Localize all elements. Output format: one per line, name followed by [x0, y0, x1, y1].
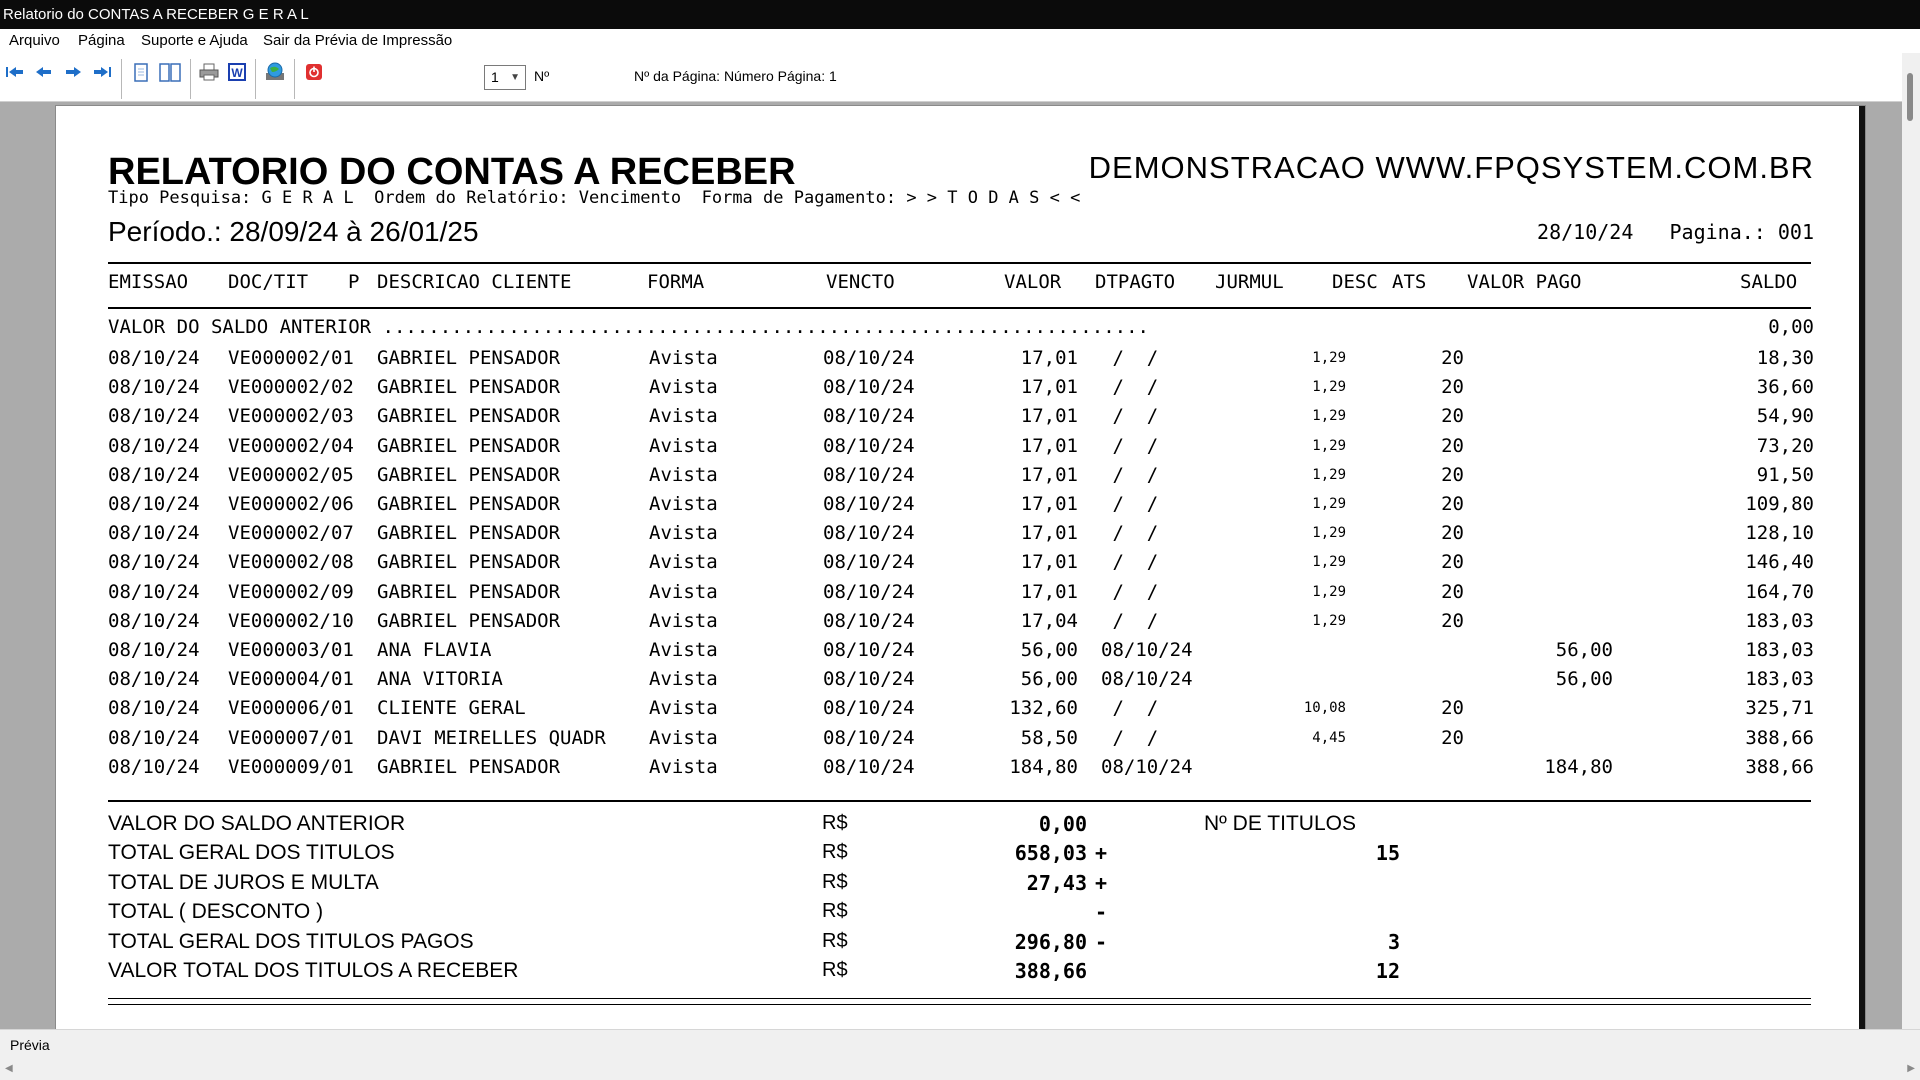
- cell-vencto: 08/10/24: [823, 755, 915, 778]
- print-icon[interactable]: [198, 61, 220, 83]
- cell-emissao: 08/10/24: [108, 580, 200, 603]
- cell-valor: 17,01: [1020, 376, 1078, 399]
- cell-valor: 132,60: [1009, 697, 1078, 720]
- totals-sign: +: [1095, 870, 1108, 895]
- vertical-scrollbar[interactable]: [1902, 53, 1920, 1029]
- cell-ats: 20: [1441, 463, 1464, 486]
- cell-vencto: 08/10/24: [823, 580, 915, 603]
- cell-cliente: GABRIEL PENSADOR: [377, 347, 561, 369]
- table-row: [56, 668, 1859, 697]
- cell-doc: VE000002/01: [228, 347, 354, 369]
- totals-value: 658,03: [1014, 841, 1087, 866]
- cell-cliente: GABRIEL PENSADOR: [377, 580, 561, 603]
- cell-forma: Avista: [649, 551, 718, 574]
- cell-valor: 17,01: [1020, 434, 1078, 457]
- page-number-suffix: Nº: [534, 68, 550, 84]
- company-name: DEMONSTRACAO WWW.FPQSYSTEM.COM.BR: [1088, 150, 1814, 185]
- cell-jurmul: 1,29: [1312, 408, 1346, 425]
- cell-vencto: 08/10/24: [823, 434, 915, 457]
- close-preview-icon[interactable]: [303, 61, 325, 83]
- menu-bar: [0, 29, 1920, 53]
- cell-cliente: GABRIEL PENSADOR: [377, 405, 561, 428]
- totals-row: [56, 930, 1859, 959]
- totals-count-header: Nº DE TITULOS: [1204, 812, 1356, 835]
- totals-divider: [108, 800, 1811, 802]
- table-row: [56, 493, 1859, 522]
- cell-doc: VE000002/07: [228, 522, 354, 545]
- cell-ats: 20: [1441, 405, 1464, 428]
- table-row: [56, 435, 1859, 464]
- cell-forma: Avista: [649, 668, 718, 691]
- totals-row: [56, 841, 1859, 870]
- cell-cliente: GABRIEL PENSADOR: [377, 434, 561, 457]
- cell-saldo: 128,10: [1745, 522, 1814, 545]
- cell-forma: Avista: [649, 609, 718, 632]
- cell-emissao: 08/10/24: [108, 609, 200, 632]
- page-number-select[interactable]: [484, 65, 526, 90]
- totals-row: [56, 812, 1859, 841]
- footer-divider-1: [108, 998, 1811, 999]
- cell-vencto: 08/10/24: [823, 551, 915, 574]
- cell-cliente: GABRIEL PENSADOR: [377, 609, 561, 632]
- cell-dtpagto: / /: [1101, 609, 1159, 632]
- totals-sign: -: [1095, 900, 1108, 925]
- report-date-page: 28/10/24 Pagina.: 001: [1537, 220, 1814, 244]
- toolbar-separator: [190, 59, 191, 99]
- horizontal-scrollbar[interactable]: [0, 1059, 1920, 1080]
- totals-sign: +: [1095, 841, 1108, 866]
- cell-emissao: 08/10/24: [108, 347, 200, 369]
- totals-label: TOTAL DE JUROS E MULTA: [108, 870, 379, 894]
- table-row: [56, 405, 1859, 434]
- cell-doc: VE000002/10: [228, 609, 354, 632]
- cell-valor: 17,01: [1020, 493, 1078, 515]
- cell-valor: 56,00: [1020, 639, 1078, 661]
- columns-divider: [108, 307, 1811, 309]
- cell-emissao: 08/10/24: [108, 405, 200, 428]
- cell-dtpagto: / /: [1101, 726, 1159, 749]
- col-emissao: EMISSAO: [108, 271, 189, 293]
- cell-ats: 20: [1441, 434, 1464, 457]
- cell-cliente: GABRIEL PENSADOR: [377, 755, 561, 778]
- header-divider: [108, 262, 1811, 264]
- cell-doc: VE000002/02: [228, 376, 354, 399]
- totals-value: 296,80: [1014, 929, 1087, 954]
- toolbar-separator: [255, 59, 256, 99]
- cell-forma: Avista: [649, 434, 718, 457]
- cell-dtpagto: 08/10/24: [1101, 668, 1193, 691]
- svg-text:W: W: [231, 66, 243, 80]
- cell-jurmul: 1,29: [1312, 466, 1346, 483]
- totals-count: 3: [1387, 929, 1400, 954]
- cell-vencto: 08/10/24: [823, 697, 915, 720]
- table-row: [56, 756, 1859, 785]
- chevron-down-icon: ▼: [510, 72, 520, 83]
- cell-ats: 20: [1441, 726, 1464, 749]
- cell-dtpagto: / /: [1101, 376, 1159, 399]
- cell-cliente: GABRIEL PENSADOR: [377, 522, 561, 545]
- cell-dtpagto: 08/10/24: [1101, 639, 1193, 661]
- totals-sign: -: [1095, 929, 1108, 954]
- cell-doc: VE000002/06: [228, 493, 354, 515]
- totals-label: TOTAL GERAL DOS TITULOS: [108, 841, 395, 865]
- cell-cliente: ANA VITORIA: [377, 668, 503, 691]
- table-row: [56, 639, 1859, 668]
- cell-emissao: 08/10/24: [108, 522, 200, 545]
- scroll-left-icon[interactable]: ◀: [5, 1063, 13, 1074]
- cell-doc: VE000003/01: [228, 639, 354, 661]
- cell-dtpagto: / /: [1101, 347, 1159, 369]
- cell-forma: Avista: [649, 347, 718, 369]
- cell-ats: 20: [1441, 551, 1464, 574]
- cell-emissao: 08/10/24: [108, 668, 200, 691]
- table-row: [56, 610, 1859, 639]
- cell-valor-pago: 184,80: [1544, 755, 1613, 778]
- cell-forma: Avista: [649, 726, 718, 749]
- totals-currency: R$: [822, 929, 848, 952]
- cell-saldo: 164,70: [1745, 580, 1814, 603]
- table-row: [56, 551, 1859, 580]
- cell-saldo: 388,66: [1745, 755, 1814, 778]
- cell-forma: Avista: [649, 405, 718, 428]
- cell-forma: Avista: [649, 522, 718, 545]
- totals-row: [56, 871, 1859, 900]
- cell-valor: 17,01: [1020, 522, 1078, 545]
- report-title: RELATORIO DO CONTAS A RECEBER: [108, 151, 796, 193]
- cell-jurmul: 1,29: [1312, 379, 1346, 396]
- col-doc: DOC/TIT: [228, 271, 309, 293]
- toolbar: [0, 53, 1920, 102]
- cell-emissao: 08/10/24: [108, 697, 200, 720]
- cell-jurmul: 1,29: [1312, 554, 1346, 571]
- cell-emissao: 08/10/24: [108, 726, 200, 749]
- cell-valor: 17,01: [1020, 347, 1078, 369]
- totals-row: [56, 900, 1859, 929]
- cell-saldo: 18,30: [1756, 347, 1814, 369]
- col-descricao: DESCRICAO CLIENTE: [377, 271, 572, 293]
- col-valor-pago: VALOR PAGO: [1467, 271, 1582, 293]
- page-info-text: Nº da Página: Número Página: 1: [634, 68, 837, 84]
- cell-doc: VE000002/08: [228, 551, 354, 574]
- col-p: P: [348, 271, 360, 293]
- cell-valor: 17,04: [1020, 609, 1078, 632]
- cell-dtpagto: / /: [1101, 463, 1159, 486]
- totals-label: TOTAL GERAL DOS TITULOS PAGOS: [108, 929, 474, 953]
- cell-dtpagto: 08/10/24: [1101, 755, 1193, 778]
- col-dtpagto: DTPAGTO: [1095, 271, 1176, 293]
- cell-forma: Avista: [649, 755, 718, 778]
- page-number-value: 1: [491, 69, 499, 85]
- cell-forma: Avista: [649, 376, 718, 399]
- cell-saldo: 109,80: [1745, 493, 1814, 515]
- toolbar-separator: [121, 59, 122, 99]
- status-bar: [0, 1029, 1920, 1059]
- cell-ats: 20: [1441, 580, 1464, 603]
- totals-currency: R$: [822, 900, 848, 923]
- cell-forma: Avista: [649, 697, 718, 720]
- cell-valor: 58,50: [1020, 726, 1078, 749]
- totals-currency: R$: [822, 959, 848, 981]
- table-row: [56, 697, 1859, 726]
- cell-dtpagto: / /: [1101, 493, 1159, 515]
- cell-saldo: 73,20: [1756, 434, 1814, 457]
- col-ats: ATS: [1392, 271, 1427, 293]
- cell-dtpagto: / /: [1101, 522, 1159, 545]
- totals-label: VALOR DO SALDO ANTERIOR: [108, 812, 406, 835]
- web-export-icon[interactable]: [264, 61, 286, 83]
- cell-forma: Avista: [649, 463, 718, 486]
- status-text: Prévia: [10, 1037, 50, 1053]
- cell-jurmul: 1,29: [1312, 525, 1346, 542]
- table-row: [56, 727, 1859, 756]
- cell-emissao: 08/10/24: [108, 639, 200, 661]
- cell-emissao: 08/10/24: [108, 376, 200, 399]
- next-page-icon[interactable]: [62, 61, 84, 83]
- cell-forma: Avista: [649, 493, 718, 515]
- cell-vencto: 08/10/24: [823, 522, 915, 545]
- cell-doc: VE000002/03: [228, 405, 354, 428]
- totals-value: 388,66: [1014, 959, 1087, 983]
- col-saldo: SALDO: [1740, 271, 1798, 293]
- cell-emissao: 08/10/24: [108, 755, 200, 778]
- scroll-right-icon[interactable]: ▶: [1907, 1063, 1915, 1074]
- totals-label: TOTAL ( DESCONTO ): [108, 900, 324, 924]
- col-forma: FORMA: [647, 271, 705, 293]
- table-row: [56, 376, 1859, 405]
- table-row: [56, 581, 1859, 610]
- cell-valor: 17,01: [1020, 463, 1078, 486]
- cell-saldo: 325,71: [1745, 697, 1814, 720]
- first-page-icon[interactable]: [4, 61, 26, 83]
- cell-vencto: 08/10/24: [823, 493, 915, 515]
- cell-ats: 20: [1441, 347, 1464, 369]
- footer-divider-2: [108, 1004, 1811, 1005]
- col-jurmul: JURMUL: [1215, 271, 1284, 293]
- cell-doc: VE000002/09: [228, 580, 354, 603]
- cell-dtpagto: / /: [1101, 551, 1159, 574]
- cell-cliente: ANA FLAVIA: [377, 639, 492, 661]
- cell-emissao: 08/10/24: [108, 434, 200, 457]
- totals-currency: R$: [822, 812, 848, 834]
- cell-jurmul: 1,29: [1312, 496, 1346, 512]
- report-viewport[interactable]: [0, 102, 1902, 1029]
- cell-cliente: GABRIEL PENSADOR: [377, 463, 561, 486]
- col-vencto: VENCTO: [826, 271, 895, 293]
- table-row: [56, 347, 1859, 376]
- two-pages-icon[interactable]: [159, 61, 181, 83]
- word-export-icon[interactable]: [226, 61, 248, 83]
- saldo-anterior-value: 0,00: [1768, 316, 1814, 338]
- table-row: [56, 464, 1859, 493]
- totals-value: 0,00: [1038, 812, 1087, 836]
- totals-row: [56, 959, 1859, 988]
- cell-emissao: 08/10/24: [108, 493, 200, 515]
- cell-doc: VE000002/05: [228, 463, 354, 486]
- col-desc: DESC: [1332, 271, 1378, 293]
- window-title: Relatorio do CONTAS A RECEBER G E R A L: [0, 0, 1920, 29]
- menu-suporte[interactable]: Suporte e Ajuda: [141, 32, 248, 49]
- cell-saldo: 183,03: [1745, 639, 1814, 661]
- cell-valor: 17,01: [1020, 580, 1078, 603]
- cell-saldo: 183,03: [1745, 668, 1814, 691]
- menu-sair-previa[interactable]: Sair da Prévia de Impressão: [263, 32, 453, 49]
- totals-currency: R$: [822, 870, 848, 893]
- cell-emissao: 08/10/24: [108, 551, 200, 574]
- table-row: [56, 522, 1859, 551]
- cell-vencto: 08/10/24: [823, 405, 915, 428]
- cell-vencto: 08/10/24: [823, 668, 915, 691]
- cell-doc: VE000007/01: [228, 726, 354, 749]
- cell-emissao: 08/10/24: [108, 463, 200, 486]
- cell-jurmul: 1,29: [1312, 583, 1346, 600]
- cell-valor-pago: 56,00: [1555, 639, 1613, 661]
- menu-pagina[interactable]: Página: [78, 32, 125, 49]
- totals-count: 15: [1375, 841, 1400, 866]
- totals-value: 27,43: [1026, 870, 1087, 895]
- cell-vencto: 08/10/24: [823, 726, 915, 749]
- cell-cliente: GABRIEL PENSADOR: [377, 376, 561, 399]
- cell-ats: 20: [1441, 522, 1464, 545]
- cell-saldo: 54,90: [1756, 405, 1814, 428]
- saldo-anterior-label: VALOR DO SALDO ANTERIOR ...................................................................: [108, 316, 1149, 338]
- col-valor: VALOR: [1004, 271, 1062, 293]
- last-page-icon[interactable]: [91, 61, 113, 83]
- cell-doc: VE000009/01: [228, 755, 354, 778]
- cell-jurmul: 1,29: [1312, 437, 1346, 454]
- report-page: [56, 106, 1865, 1029]
- cell-jurmul: 10,08: [1303, 700, 1346, 717]
- cell-dtpagto: / /: [1101, 434, 1159, 457]
- cell-cliente: GABRIEL PENSADOR: [377, 493, 561, 515]
- toolbar-separator: [294, 59, 295, 99]
- cell-valor: 17,01: [1020, 405, 1078, 428]
- cell-saldo: 183,03: [1745, 609, 1814, 632]
- cell-ats: 20: [1441, 493, 1464, 515]
- cell-jurmul: 4,45: [1312, 729, 1346, 746]
- single-page-icon[interactable]: [130, 61, 152, 83]
- totals-label: VALOR TOTAL DOS TITULOS A RECEBER: [108, 959, 519, 982]
- cell-saldo: 36,60: [1756, 376, 1814, 399]
- menu-arquivo[interactable]: Arquivo: [9, 32, 60, 49]
- totals-count: 12: [1375, 959, 1400, 983]
- cell-doc: VE000002/04: [228, 434, 354, 457]
- cell-saldo: 91,50: [1756, 463, 1814, 486]
- cell-cliente: DAVI MEIRELLES QUADR: [377, 726, 606, 749]
- cell-saldo: 146,40: [1745, 551, 1814, 574]
- cell-ats: 20: [1441, 376, 1464, 399]
- cell-valor: 56,00: [1020, 668, 1078, 691]
- cell-saldo: 388,66: [1745, 726, 1814, 749]
- cell-doc: VE000006/01: [228, 697, 354, 720]
- cell-vencto: 08/10/24: [823, 347, 915, 369]
- cell-jurmul: 1,29: [1312, 612, 1346, 629]
- cell-jurmul: 1,29: [1312, 350, 1346, 366]
- cell-dtpagto: / /: [1101, 580, 1159, 603]
- totals-currency: R$: [822, 841, 848, 864]
- report-period: Período.: 28/09/24 à 26/01/25: [108, 216, 479, 247]
- cell-valor: 17,01: [1020, 551, 1078, 574]
- scrollbar-thumb[interactable]: [1907, 73, 1913, 121]
- cell-valor-pago: 56,00: [1555, 668, 1613, 691]
- cell-dtpagto: / /: [1101, 697, 1159, 720]
- cell-cliente: GABRIEL PENSADOR: [377, 551, 561, 574]
- cell-valor: 184,80: [1009, 755, 1078, 778]
- cell-dtpagto: / /: [1101, 405, 1159, 428]
- cell-vencto: 08/10/24: [823, 639, 915, 661]
- cell-ats: 20: [1441, 609, 1464, 632]
- cell-ats: 20: [1441, 697, 1464, 720]
- cell-doc: VE000004/01: [228, 668, 354, 691]
- cell-forma: Avista: [649, 580, 718, 603]
- prev-page-icon[interactable]: [33, 61, 55, 83]
- cell-vencto: 08/10/24: [823, 463, 915, 486]
- report-subtitle: Tipo Pesquisa: G E R A L Ordem do Relatório: Vencimento Forma de Pagamento: > > T O D A S < <: [108, 188, 1081, 208]
- cell-forma: Avista: [649, 639, 718, 661]
- cell-vencto: 08/10/24: [823, 376, 915, 399]
- cell-cliente: CLIENTE GERAL: [377, 697, 526, 720]
- cell-vencto: 08/10/24: [823, 609, 915, 632]
